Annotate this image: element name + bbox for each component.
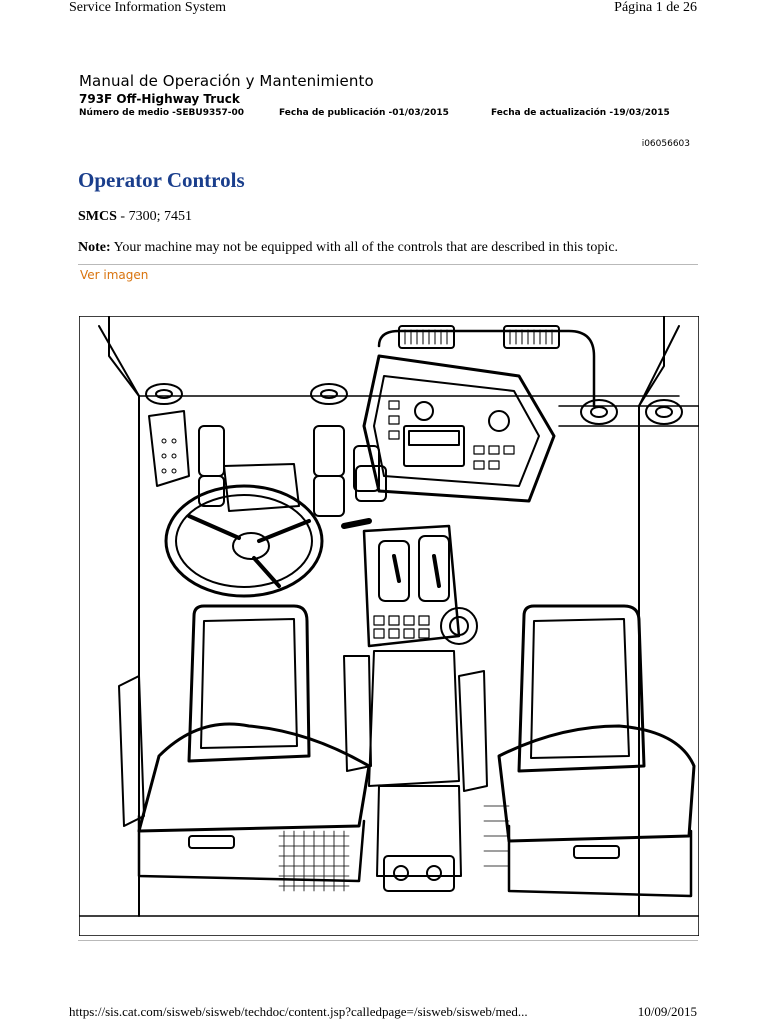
view-image-link[interactable]: Ver imagen <box>80 268 149 282</box>
header-page-number: Página 1 de 26 <box>614 0 697 15</box>
header-system-name: Service Information System <box>69 0 227 15</box>
smcs-label: SMCS <box>78 209 117 224</box>
media-number: Número de medio -SEBU9357-00 <box>79 108 245 118</box>
note-line <box>78 240 618 256</box>
smcs-line <box>78 209 192 225</box>
smcs-value: - 7300; 7451 <box>116 209 192 224</box>
footer-date: 10/09/2015 <box>637 1004 697 1019</box>
divider-bottom <box>78 940 698 941</box>
update-date: Fecha de actualización -19/03/2015 <box>491 108 670 118</box>
footer-url: https://sis.cat.com/sisweb/sisweb/techdoc/content.jsp?calledpage=/sisweb/sisweb/med... <box>69 1004 528 1019</box>
divider-top <box>78 264 698 265</box>
graphic-id: i06056603 <box>641 139 690 149</box>
page-title: Operator Controls <box>78 168 245 192</box>
model-name: 793F Off-Highway Truck <box>79 92 240 106</box>
note-label: Note: <box>78 240 111 255</box>
manual-title: Manual de Operación y Mantenimiento <box>79 72 374 90</box>
publish-date: Fecha de publicación -01/03/2015 <box>279 108 449 118</box>
note-text: Your machine may not be equipped with all of the controls that are described in this topic. <box>110 240 619 255</box>
operator-cab-illustration <box>79 316 699 936</box>
